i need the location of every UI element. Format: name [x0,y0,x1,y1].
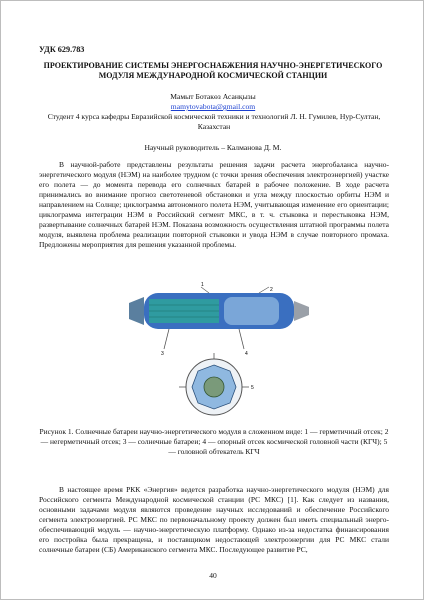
rear-adapter-shape [129,297,144,325]
nose-fairing-shape [294,301,309,321]
abstract-paragraph: В научной-работе представлены результаты решения задачи расчета энергобаланса научно-энергетического модуля (НЭМ) на наиболее трудном (с точки зрения обеспечения электроэнергией) участке его полета — до момента перевода его солнечных батарей в рабочее положение. В ходе расчета принимались во внимание прогноз светотеневой обстановки и угла между плоскостью орбиты НЭМ и направлением на Солнце; циклограмма автономного полета НЭМ, учитывающая изменение его ориентации; циклограмма интеграции НЭМ в Российский сегмент МКС, в т. ч. стыковка и перестыковка НЭМ, развертывание солнечных батарей НЭМ. Показана возможность осуществления штатной программы полета модуля, выявлена проблема реализации повторной стыковки и увода НЭМ в случае повторного промаха. Предложены мероприятия для решения указанной проблемы. [39,160,389,249]
pressurized-compartment-shape [224,297,279,325]
core-truss-shape [204,377,224,397]
page-number: 40 [209,571,217,580]
figure-label-1: 1 [201,282,204,288]
figure-label-2: 2 [270,287,273,293]
body-paragraph-2: В настоящее время РКК «Энергия» ведется разработка научно-энергетического модуля (НЭМ) для Российского сегмента Международной космической станции (РС МКС) [1]. Как следует из названия, основными задачами модуля являются проведение научных исследований и обеспечение Российского сегмента электроэнергией. РС МКС по первоначальному проекту должен был иметь специальный энерго-обеспечивающий модуль — научно-энергетическую платформу. Однако из-за недостатка финансирования его постройка была прекращена, и поставщиком недостающей электроэнергии для РС МКС стали солнечные батареи (СБ) Американского сегмента МКС. Последующее развитие РС, [39,485,389,554]
udk-code: УДК 629.783 [39,45,85,54]
module-cross-section-view [179,353,249,415]
paper-title: ПРОЕКТИРОВАНИЕ СИСТЕМЫ ЭНЕРГОСНАБЖЕНИЯ НАУЧНО-ЭНЕРГЕТИЧЕСКОГО МОДУЛЯ МЕЖДУНАРОДНОЙ КОСМИЧЕСКОЙ СТАНЦИИ [43,61,383,80]
figure-label-3: 3 [161,351,164,357]
author-email-link[interactable]: mamytovabota@gmail.com [170,102,256,111]
scientific-advisor: Научный руководитель – Калманова Д. М. [144,143,282,152]
figure-caption: Рисунок 1. Солнечные батареи научно-энергетического модуля в сложенном виде: 1 — герметичный отсек; 2 — негерметичный отсек; 3 — солнечные батареи; 4 — опорный отсек космической головной части (КГЧ); 5 — головной обтекатель КГЧ [39,427,389,456]
module-side-view [129,287,309,349]
author-name: Мамыт Ботакөз Асанқызы [170,92,256,101]
module-figure [109,282,319,417]
figure-label-5: 5 [251,385,254,391]
figure-label-4: 4 [245,351,248,357]
author-affiliation: Студент 4 курса кафедры Евразийской космической техники и технологий Л. Н. Гумилев, Нур-Султан, Казахстан [47,112,381,131]
